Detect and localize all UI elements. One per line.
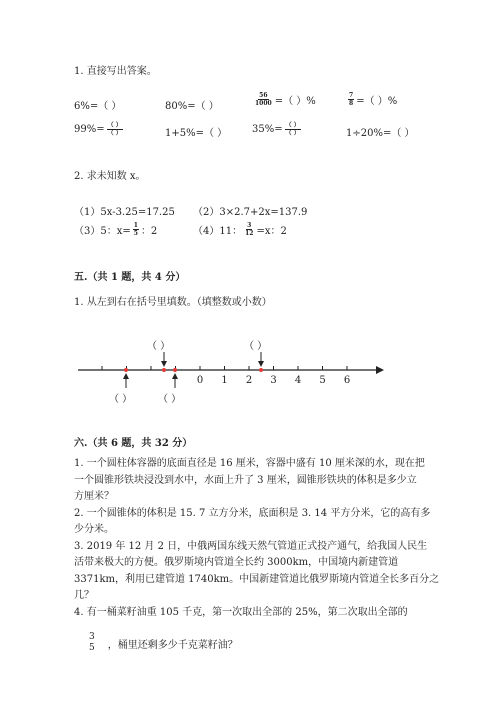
problem-4-continuation: 3 5 ，桶里还剩多少千克菜籽油？: [89, 632, 238, 653]
number-line-tick-label: 1: [221, 375, 228, 386]
equation-1: （1）5x-3.25=17.25: [74, 207, 175, 218]
q1-item-1: 6%=（ ）: [74, 101, 122, 112]
fraction: $\frac{56}{1000}$: [255, 92, 272, 107]
q1-item-2: 80%=（ ）: [165, 101, 219, 112]
arrow-down-1-head: [161, 361, 167, 367]
equation-3: （3）5：x= $\frac{1}{5}$ ：2: [74, 222, 158, 237]
number-line-tick-label: 2: [245, 375, 253, 386]
question-1-title: 1. 直接写出答案。: [74, 66, 157, 77]
blank-bottom-2[interactable]: （ ）: [158, 394, 182, 405]
number-line-tick-label: 6: [343, 375, 351, 386]
arrow-down-2-head: [258, 361, 264, 367]
section-6-heading: 六.（共 6 题，共 32 分）: [74, 438, 193, 449]
marker-point-3: [173, 368, 177, 372]
fraction: 3 5: [89, 632, 95, 653]
equation-4: （4）11： $\frac{3}{12}$ =x：2: [193, 222, 287, 237]
section-5-question-1: 1. 从左到右在括号里填数。（填整数或小数）: [74, 297, 272, 308]
arrow-up-1-head: [123, 373, 129, 379]
problem-line: 少分米。: [74, 524, 114, 535]
arrow-up-2-head: [172, 373, 178, 379]
fraction: $\frac{( )}{( )}$: [285, 122, 300, 137]
number-line-tick-label: 5: [319, 375, 326, 386]
q1-item-8: 1÷20%=（ ）: [346, 128, 415, 139]
problem-line: 4. 有一桶菜籽油重 105 千克，第一次取出全部的 25%，第二次取出全部的: [74, 606, 408, 618]
q1-item-7: 35%= $\frac{( )}{( )}$: [252, 122, 300, 137]
blank-bottom-1[interactable]: （ ）: [109, 394, 133, 405]
question-2-title: 2. 求未知数 x。: [74, 171, 146, 182]
number-line-tick-label: 3: [270, 375, 277, 386]
number-line-tick-label: 4: [294, 375, 302, 386]
fraction: $\frac{3}{12}$: [245, 222, 254, 237]
marker-point-2: [162, 368, 166, 372]
marker-point-4: [259, 368, 263, 372]
problem-line: 几？: [74, 590, 94, 601]
fraction: $\frac{1}{5}$: [133, 222, 138, 237]
problem-line: 1. 一个圆柱体容器的底面直径是 16 厘米，容器中盛有 10 厘米深的水，现在把: [74, 458, 425, 469]
q1-item-3: $\frac{56}{1000}$ =（ ）%: [255, 92, 316, 107]
section-6-problems: [74, 456, 454, 621]
fraction: $\frac{( )}{( )}$: [107, 122, 122, 137]
q1-item-4: $\frac{7}{8}$ =（ ）%: [349, 92, 398, 107]
problem-line: 2. 一个圆锥体的体积是 15. 7 立方分米，底面积是 3. 14 平方分米，它的高有多: [74, 507, 431, 519]
problem-line: 活带来极大的方便。俄罗斯境内管道全长约 3000km，中国境内新建管道: [74, 557, 399, 568]
number-line-arrowhead: [376, 366, 384, 374]
blank-top-2[interactable]: （ ）: [244, 341, 268, 352]
number-line-tick-label: 0: [196, 375, 204, 386]
q1-item-6: 1+5%=（ ）: [165, 128, 228, 139]
marker-point-1: [124, 368, 128, 372]
problem-line: 3. 2019 年 12 月 2 日，中俄两国东线天然气管道正式投产通气，给我国人民生: [74, 540, 428, 552]
fraction: $\frac{7}{8}$: [349, 92, 354, 107]
problem-line: 一个圆锥形铁块浸没到水中，水面上升了 3 厘米，圆锥形铁块的体积是多少立: [74, 474, 417, 486]
section-5-heading: 五.（共 1 题，共 4 分）: [74, 272, 186, 283]
q1-item-5: 99%= $\frac{( )}{( )}$: [74, 122, 122, 137]
problem-line: 3371km，利用已建管道 1740km。中国新建管道比俄罗斯境内管道全长多百分之: [74, 573, 440, 585]
problem-line: 方厘米？: [74, 491, 114, 502]
equation-2: （2）3×2.7+2x=137.9: [193, 207, 308, 218]
blank-top-1[interactable]: （ ）: [147, 341, 171, 352]
